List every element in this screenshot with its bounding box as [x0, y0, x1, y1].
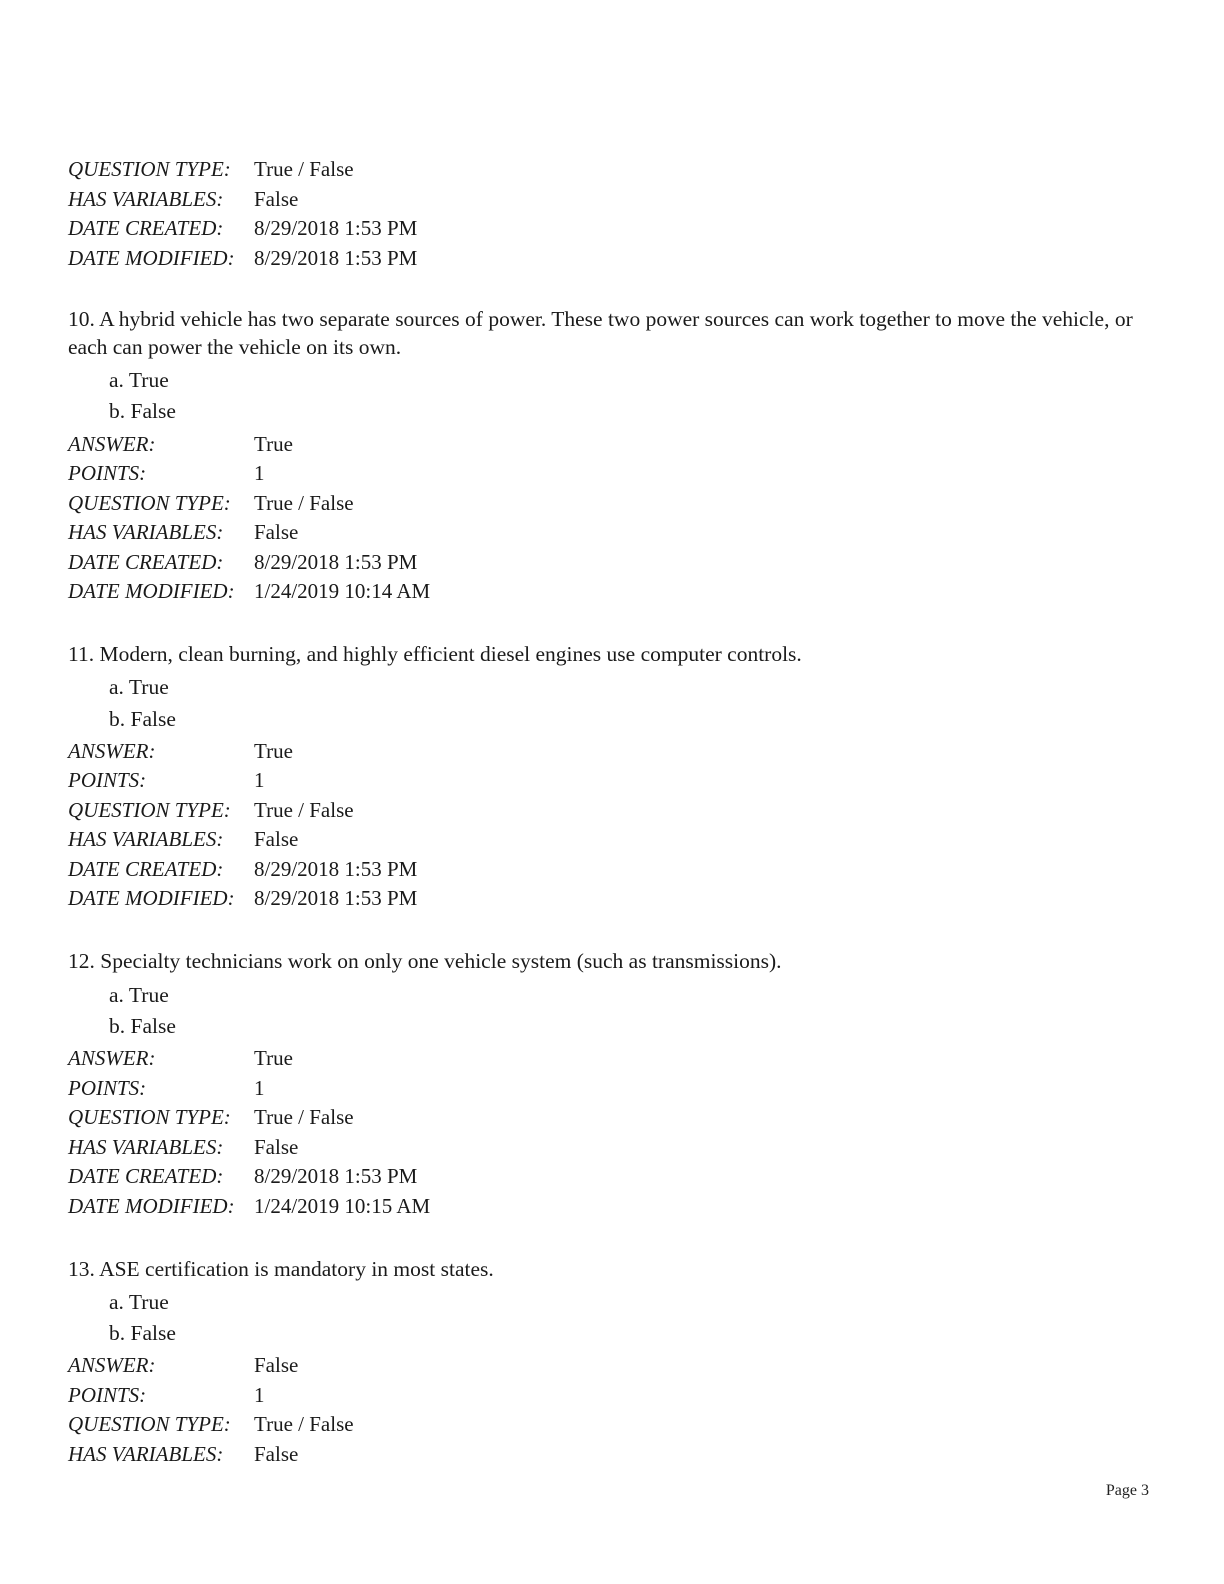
question-item	[68, 305, 1148, 603]
metadata-label: QUESTION TYPE:	[68, 797, 231, 822]
metadata-label: DATE CREATED:	[68, 1164, 224, 1189]
option-list	[68, 1287, 1148, 1349]
option-item[interactable]: b. False	[109, 706, 176, 731]
metadata-label: DATE CREATED:	[68, 216, 224, 240]
metadata-row	[68, 856, 1148, 881]
question-item	[68, 1255, 1148, 1465]
metadata-row	[68, 738, 1148, 763]
option-item[interactable]: b. False	[109, 1321, 176, 1346]
metadata-label: HAS VARIABLES:	[68, 520, 224, 545]
metadata-row	[68, 888, 1148, 909]
option-item[interactable]: a. True	[109, 675, 169, 700]
metadata-label: DATE MODIFIED:	[68, 1193, 235, 1218]
metadata-row	[68, 797, 1148, 822]
metadata-row	[68, 549, 1148, 574]
metadata-label: HAS VARIABLES:	[68, 1134, 224, 1159]
option-item[interactable]: b. False	[109, 399, 176, 424]
metadata-block	[68, 738, 1148, 911]
metadata-row	[68, 186, 1148, 211]
metadata-value: 1	[254, 1382, 265, 1407]
metadata-row	[68, 1355, 1148, 1376]
option-item[interactable]: b. False	[109, 1013, 176, 1038]
metadata-value: 8/29/2018 1:53 PM	[254, 549, 418, 574]
metadata-value: 1	[254, 461, 265, 486]
metadata-row	[68, 1048, 1148, 1069]
page-number: Page 3	[1105, 1482, 1149, 1499]
metadata-value: False	[254, 1353, 299, 1378]
question-text: 11. Modern, clean burning, and highly efficient diesel engines use computer controls.	[68, 642, 802, 667]
metadata-label: POINTS:	[68, 768, 147, 793]
metadata-row	[68, 1075, 1148, 1100]
metadata-label: ANSWER:	[68, 738, 156, 763]
metadata-value: 8/29/2018 1:53 PM	[254, 856, 418, 881]
metadata-label: QUESTION TYPE:	[68, 490, 231, 515]
metadata-row	[68, 490, 1148, 515]
metadata-row	[68, 581, 1148, 602]
metadata-block	[68, 1048, 1148, 1217]
metadata-value: 8/29/2018 1:53 PM	[254, 886, 418, 911]
metadata-value: False	[254, 1134, 299, 1159]
metadata-label: DATE MODIFIED:	[68, 579, 235, 604]
metadata-row	[68, 1441, 1148, 1466]
metadata-row	[68, 1414, 1148, 1435]
metadata-row	[68, 245, 1148, 270]
metadata-value: 1	[254, 1075, 265, 1100]
metadata-row	[68, 1166, 1148, 1187]
metadata-value: False	[254, 186, 299, 211]
metadata-row	[68, 1134, 1148, 1159]
metadata-value: True	[254, 1046, 293, 1071]
metadata-label: ANSWER:	[68, 1046, 156, 1071]
option-list	[68, 672, 1148, 734]
document-content	[68, 155, 1148, 1473]
metadata-label: DATE MODIFIED:	[68, 886, 235, 911]
metadata-label: POINTS:	[68, 1382, 147, 1407]
metadata-value: False	[254, 1441, 299, 1466]
metadata-value: 1/24/2019 10:15 AM	[254, 1193, 431, 1218]
option-list	[68, 980, 1148, 1042]
metadata-label: DATE MODIFIED:	[68, 245, 235, 270]
metadata-label: QUESTION TYPE:	[68, 1412, 231, 1437]
metadata-label: POINTS:	[68, 461, 147, 486]
metadata-value: 1	[254, 768, 265, 793]
question-item	[68, 947, 1148, 1216]
metadata-value: 8/29/2018 1:53 PM	[254, 245, 418, 270]
metadata-value: False	[254, 520, 299, 545]
metadata-label: QUESTION TYPE:	[68, 157, 231, 181]
metadata-block	[68, 431, 1148, 604]
metadata-value: True	[254, 431, 293, 456]
question-text: 12. Specialty technicians work on only one vehicle system (such as transmissions).	[68, 949, 782, 974]
metadata-row	[68, 1107, 1148, 1128]
metadata-label: ANSWER:	[68, 1353, 156, 1378]
metadata-value: False	[254, 827, 299, 852]
metadata-value: 1/24/2019 10:14 AM	[254, 579, 431, 604]
metadata-row	[68, 522, 1148, 543]
metadata-block	[68, 1355, 1148, 1465]
option-item[interactable]: a. True	[109, 982, 169, 1007]
metadata-row	[68, 431, 1148, 456]
question-text: 13. ASE certification is mandatory in most states.	[68, 1256, 494, 1281]
metadata-value: True / False	[254, 1105, 354, 1130]
metadata-block-continuation	[68, 159, 1148, 269]
question-item	[68, 640, 1148, 909]
metadata-label: QUESTION TYPE:	[68, 1105, 231, 1130]
metadata-row	[68, 218, 1148, 239]
metadata-value: True / False	[254, 490, 354, 515]
metadata-label: ANSWER:	[68, 431, 156, 456]
metadata-label: HAS VARIABLES:	[68, 186, 224, 211]
metadata-label: POINTS:	[68, 1075, 147, 1100]
metadata-label: DATE CREATED:	[68, 549, 224, 574]
option-item[interactable]: a. True	[109, 1289, 169, 1314]
metadata-value: 8/29/2018 1:53 PM	[254, 216, 418, 240]
metadata-value: True / False	[254, 157, 354, 181]
metadata-value: True / False	[254, 797, 354, 822]
metadata-label: HAS VARIABLES:	[68, 1441, 224, 1466]
metadata-value: 8/29/2018 1:53 PM	[254, 1164, 418, 1189]
metadata-row	[68, 1193, 1148, 1218]
metadata-label: DATE CREATED:	[68, 856, 224, 881]
metadata-row	[68, 463, 1148, 484]
option-item[interactable]: a. True	[109, 368, 169, 393]
question-text: 10. A hybrid vehicle has two separate sources of power. These two power sources can work together to move the vehicle, or each can power the vehicle on its own.	[68, 306, 1133, 359]
metadata-row	[68, 159, 1148, 180]
metadata-label: HAS VARIABLES:	[68, 827, 224, 852]
metadata-value: True / False	[254, 1412, 354, 1437]
metadata-value: True	[254, 738, 293, 763]
metadata-row	[68, 770, 1148, 791]
metadata-row	[68, 1382, 1148, 1407]
metadata-row	[68, 829, 1148, 850]
option-list	[68, 365, 1148, 427]
